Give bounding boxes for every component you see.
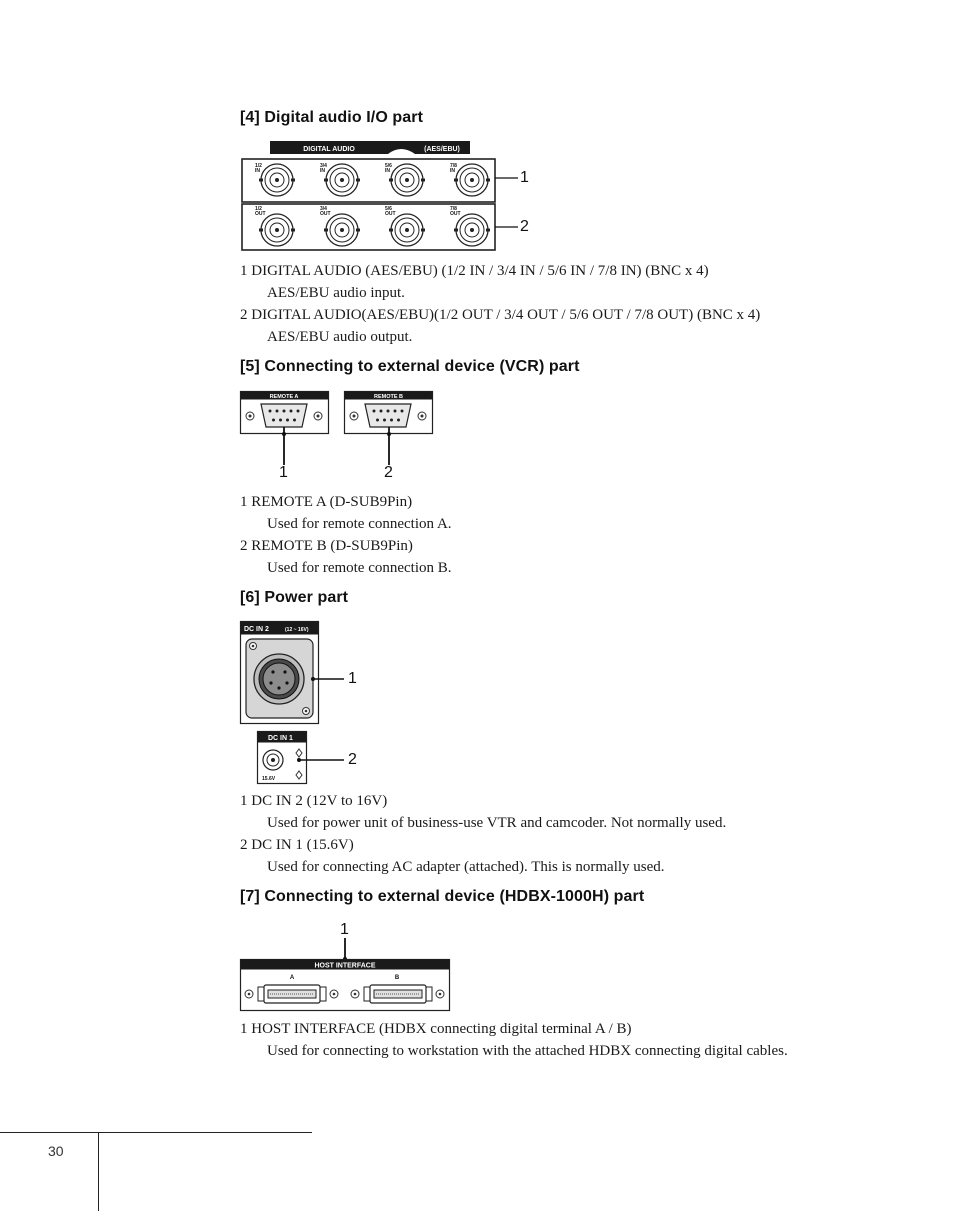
item-title: 1 DC IN 2 (12V to 16V) <box>240 793 388 809</box>
item-title: 2 REMOTE B (D-SUB9Pin) <box>240 538 413 554</box>
vcr-panel-diagram <box>240 391 440 471</box>
footer-rule <box>0 1132 312 1133</box>
bnc-connector-out-1 <box>255 206 295 246</box>
hdbx-item-1 <box>240 1018 810 1062</box>
bnc-label: 1/2 OUT <box>255 206 266 217</box>
section-title-digital-audio: [4] Digital audio I/O part <box>240 109 424 126</box>
bnc-connector-out-4 <box>450 206 490 246</box>
item-description: Used for remote connection A. <box>267 516 452 532</box>
bnc-connector-in-1 <box>255 163 295 196</box>
port-a-label: A <box>289 975 295 981</box>
power-item-1 <box>240 790 820 834</box>
digital-audio-item-1 <box>240 260 820 304</box>
footer-divider <box>98 1132 99 1211</box>
item-description: Used for power unit of business-use VTR and camcoder. Not normally used. <box>267 815 727 831</box>
callout-1-power: 1 <box>348 670 357 687</box>
vcr-item-1 <box>240 491 820 535</box>
item-title: 1 DIGITAL AUDIO (AES/EBU) (1/2 IN / 3/4 IN / 5/6 IN / 7/8 IN) (BNC x 4) <box>240 263 709 279</box>
section-title-vcr: [5] Connecting to external device (VCR) part <box>240 358 580 375</box>
port-b-label: B <box>394 975 400 981</box>
bnc-label: 5/6 IN <box>385 163 392 174</box>
item-description: AES/EBU audio output. <box>267 329 413 345</box>
bnc-connector-in-4 <box>450 163 490 196</box>
bnc-connector-out-3 <box>385 206 425 246</box>
bnc-connector-in-2 <box>320 163 360 196</box>
aes-ebu-label: (AES/EBU) <box>424 146 460 153</box>
bnc-label: 1/2 IN <box>255 163 262 174</box>
item-description: Used for remote connection B. <box>267 560 452 576</box>
bnc-label: 3/4 OUT <box>320 206 331 217</box>
section-title-hdbx: [7] Connecting to external device (HDBX-1000H) part <box>240 888 645 905</box>
page-number: 30 <box>48 1143 64 1159</box>
bnc-label: 3/4 IN <box>320 163 327 174</box>
section-title-power: [6] Power part <box>240 589 349 606</box>
item-description: Used for connecting to workstation with the attached HDBX connecting digital cables. <box>267 1043 788 1059</box>
callout-2-power: 2 <box>348 751 357 768</box>
bnc-output-connectors <box>255 206 490 246</box>
digital-audio-item-2 <box>240 304 840 348</box>
bnc-input-connectors <box>255 163 490 196</box>
item-title: 2 DC IN 1 (15.6V) <box>240 837 354 853</box>
digital-audio-panel-diagram <box>240 140 540 255</box>
bnc-label: 7/8 IN <box>450 163 457 174</box>
callout-1-hdbx: 1 <box>340 921 349 938</box>
dc-in-2-label: DC IN 2 <box>244 626 269 633</box>
host-interface-label: HOST INTERFACE <box>314 962 376 970</box>
dc-in-2-range: (12 ~ 16V) <box>285 627 309 633</box>
item-title: 1 REMOTE A (D-SUB9Pin) <box>240 494 413 510</box>
vcr-item-2 <box>240 535 820 579</box>
callout-1-vcr: 1 <box>279 464 288 481</box>
item-description: AES/EBU audio input. <box>267 285 405 301</box>
callout-2-digital-audio: 2 <box>520 218 529 235</box>
bnc-label: 5/6 OUT <box>385 206 396 217</box>
callout-1-digital-audio: 1 <box>520 169 529 186</box>
bnc-label: 7/8 OUT <box>450 206 461 217</box>
item-description: Used for connecting AC adapter (attached). This is normally used. <box>267 859 665 875</box>
dc-in-1-voltage: 15.6V <box>262 776 276 782</box>
callout-2-vcr: 2 <box>384 464 393 481</box>
bnc-connector-in-3 <box>385 163 425 196</box>
host-interface-panel-diagram <box>240 938 452 1013</box>
remote-b-label: REMOTE B <box>373 394 404 400</box>
dc-in-1-label: DC IN 1 <box>268 735 293 742</box>
digital-audio-label: DIGITAL AUDIO <box>303 146 355 153</box>
bnc-connector-out-2 <box>320 206 360 246</box>
item-title: 2 DIGITAL AUDIO(AES/EBU)(1/2 OUT / 3/4 OUT / 5/6 OUT / 7/8 OUT) (BNC x 4) <box>240 307 761 323</box>
power-item-2 <box>240 834 820 878</box>
remote-a-label: REMOTE A <box>269 394 299 400</box>
item-title: 1 HOST INTERFACE (HDBX connecting digital terminal A / B) <box>240 1021 632 1037</box>
